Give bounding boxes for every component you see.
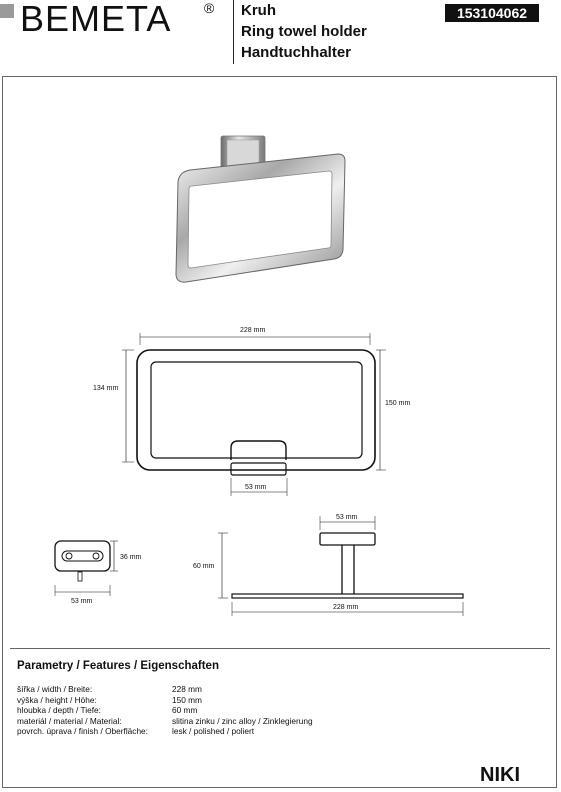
parameter-label: povrch. úprava / finish / Oberfläche:: [17, 726, 148, 737]
dim-mount-width: 53 mm: [245, 484, 267, 491]
parameter-value: lesk / polished / poliert: [172, 726, 255, 737]
product-code-badge: 153104062: [445, 4, 539, 22]
title-de: Handtuchhalter: [241, 44, 352, 61]
section-divider: [10, 648, 550, 649]
title-en: Ring towel holder: [241, 23, 367, 40]
title-cz: Kruh: [241, 2, 276, 19]
dim-plate-width: 53 mm: [71, 598, 93, 605]
side-view: [218, 516, 463, 616]
parameter-value: 60 mm: [172, 705, 198, 716]
brand-name: BEMETA: [20, 0, 172, 39]
mounting-plate-view: [55, 541, 118, 596]
parameter-row: [17, 695, 537, 706]
dim-front-width: 228 mm: [240, 327, 266, 334]
parameter-value: 228 mm: [172, 684, 202, 694]
registered-mark: ®: [204, 0, 215, 16]
parameter-label: výška / height / Höhe:: [17, 694, 97, 705]
dim-front-height: 150 mm: [385, 400, 411, 407]
dim-side-top-width: 53 mm: [336, 514, 358, 521]
parameter-label: materiál / material / Material:: [17, 715, 122, 726]
parameter-value: 150 mm: [172, 694, 202, 705]
parameter-label: šířka / width / Breite:: [17, 684, 93, 694]
series-name: NIKI: [480, 764, 520, 786]
parameters-title: Parametry / Features / Eigenschaften: [17, 660, 219, 672]
product-photo: [176, 136, 345, 282]
parameter-row: [17, 716, 537, 727]
dim-side-depth: 60 mm: [193, 563, 215, 570]
dim-front-height-inner: 134 mm: [93, 385, 119, 392]
parameters-section: [17, 660, 537, 737]
parameter-row: [17, 726, 537, 737]
parameter-row: [17, 705, 537, 716]
dim-plate-height: 36 mm: [120, 554, 142, 561]
dim-side-width: 228 mm: [333, 604, 359, 611]
parameter-label: hloubka / depth / Tiefe:: [17, 705, 101, 716]
parameters-list: [17, 684, 537, 737]
parameter-value: slitina zinku / zinc alloy / Zinklegierung: [172, 715, 313, 726]
parameter-row: [17, 684, 537, 695]
front-view: [122, 333, 386, 496]
